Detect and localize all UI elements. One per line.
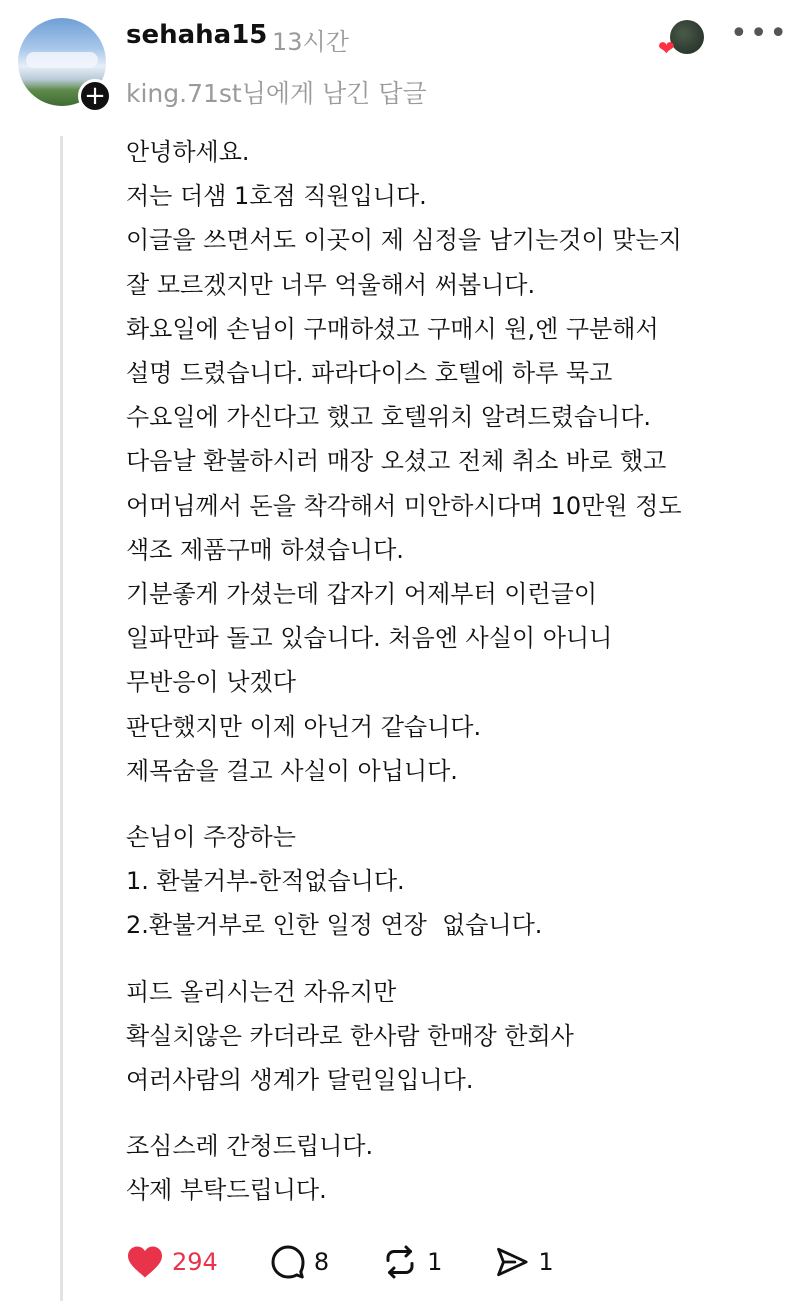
post-text-line: 조심스레 간청드립니다.: [126, 1132, 374, 1161]
repost-icon: [381, 1244, 419, 1280]
liked-heart-icon: ❤: [658, 36, 675, 60]
comment-count: 8: [313, 1248, 330, 1276]
post-text-line: 기분좋게 가셨는데 갑자기 어제부터 이런글이: [126, 580, 598, 609]
post-text-line: 피드 올리시는건 자유지만: [126, 977, 397, 1006]
repost-count: 1: [427, 1248, 443, 1276]
follow-plus-icon[interactable]: +: [78, 79, 112, 113]
share-icon: [494, 1245, 530, 1279]
post-text-line: 다음날 환불하시러 매장 오셨고 전체 취소 바로 했고: [126, 447, 667, 476]
username[interactable]: sehaha15: [126, 20, 268, 50]
paragraph-gap: [126, 1102, 776, 1124]
post-text-line: 손님이 주장하는: [126, 823, 296, 852]
post-text-line: 이글을 쓰면서도 이곳이 제 심정을 남기는것이 맞는지: [126, 226, 682, 255]
post-text-line: 일파만파 돌고 있습니다. 처음엔 사실이 아니니: [126, 624, 613, 653]
post-text-line: 어머님께서 돈을 착각해서 미안하시다며 10만원 정도: [126, 491, 682, 520]
post-text-line: 색조 제품구매 하셨습니다.: [126, 535, 404, 564]
post-body: [126, 130, 776, 1213]
repost-button[interactable]: [381, 1244, 442, 1280]
heart-icon: [126, 1245, 164, 1279]
comment-icon: [270, 1244, 306, 1280]
share-button[interactable]: [494, 1245, 553, 1279]
action-bar: [126, 1244, 606, 1280]
more-icon[interactable]: •••: [730, 16, 790, 51]
post-text-line: 판단했지만 이제 아닌거 같습니다.: [126, 712, 482, 741]
paragraph-gap: [126, 948, 776, 970]
post-text-line: 2.환불거부로 인한 일정 연장 없습니다.: [126, 911, 543, 940]
post-text-line: 설명 드렸습니다. 파라다이스 호텔에 하루 묵고: [126, 359, 613, 388]
post-text-line: 화요일에 손님이 구매하셨고 구매시 원,엔 구분해서: [126, 314, 659, 343]
post-time: 13시간: [272, 28, 349, 56]
post-text-line: 확실치않은 카더라로 한사람 한매장 한회사: [126, 1021, 574, 1050]
post-text-line: 저는 더샘 1호점 직원입니다.: [126, 182, 427, 211]
post-text-line: 여러사람의 생계가 달린일입니다.: [126, 1066, 474, 1095]
post-text-line: 무반응이 낫겠다: [126, 668, 296, 697]
share-count: 1: [538, 1248, 554, 1276]
post-text-line: 삭제 부탁드립니다.: [126, 1176, 327, 1205]
post-text-line: 안녕하세요.: [126, 138, 250, 166]
comment-button[interactable]: [270, 1244, 329, 1280]
post-text-line: 1. 환불거부-한적없습니다.: [126, 867, 405, 896]
post-text-line: 잘 모르겠지만 너무 억울해서 써봅니다.: [126, 270, 536, 299]
post-text-line: 수요일에 가신다고 했고 호텔위치 알려드렸습니다.: [126, 403, 652, 432]
thread-line: [60, 136, 63, 1301]
post-text-line: 제목숨을 걸고 사실이 아닙니다.: [126, 756, 458, 785]
liked-by-avatar[interactable]: [670, 20, 704, 54]
reply-to-label[interactable]: king.71st님에게 남긴 답글: [126, 79, 427, 108]
paragraph-gap: [126, 793, 776, 815]
like-count: 294: [172, 1248, 218, 1276]
avatar-cloud: [26, 52, 98, 68]
like-button[interactable]: [126, 1245, 218, 1279]
